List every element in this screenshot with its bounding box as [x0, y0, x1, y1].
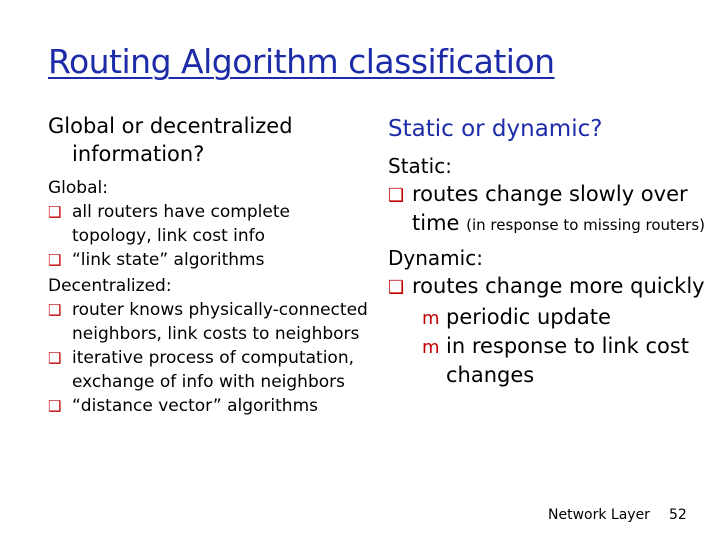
global-label: Global: — [48, 178, 108, 198]
red-square-bullet-icon: ❑ — [48, 203, 62, 221]
global-item — [48, 248, 368, 272]
dynamic-sublist — [388, 303, 708, 390]
red-square-bullet-icon: ❑ — [388, 185, 405, 206]
dynamic-subitem — [422, 303, 708, 332]
decentralized-item — [48, 346, 368, 394]
red-square-bullet-icon: ❑ — [388, 277, 405, 298]
red-m-bullet-icon: m — [422, 308, 440, 329]
decentralized-list — [48, 298, 368, 418]
global-item-text: all routers have complete topology, link cost info — [72, 202, 290, 246]
static-item-text: routes change slowly over time — [412, 182, 688, 235]
left-question — [48, 112, 368, 168]
red-square-bullet-icon: ❑ — [48, 349, 62, 367]
static-list — [388, 180, 708, 240]
right-column — [388, 112, 708, 390]
page-number: 52 — [669, 507, 687, 523]
static-item-note: (in response to missing routers) — [466, 216, 705, 234]
decentralized-item-text: router knows physically-connected neighbors, link costs to neighbors — [72, 300, 368, 344]
red-square-bullet-icon: ❑ — [48, 397, 62, 415]
static-item — [388, 180, 708, 240]
dynamic-subitem-text: periodic update — [446, 305, 611, 329]
static-label: Static: — [388, 154, 452, 178]
dynamic-item — [388, 272, 708, 301]
slide-title: Routing Algorithm classification — [48, 42, 555, 81]
global-list — [48, 200, 368, 272]
decentralized-item — [48, 394, 368, 418]
global-item — [48, 200, 368, 248]
red-square-bullet-icon: ❑ — [48, 301, 62, 319]
decentralized-item — [48, 298, 368, 346]
left-question-line1: Global or decentralized — [48, 114, 293, 138]
decentralized-item-text: iterative process of computation, exchange of info with neighbors — [72, 348, 355, 392]
right-question: Static or dynamic? — [388, 116, 603, 142]
footer-label: Network Layer — [548, 507, 650, 523]
decentralized-label: Decentralized: — [48, 276, 172, 296]
red-square-bullet-icon: ❑ — [48, 251, 62, 269]
red-m-bullet-icon: m — [422, 337, 440, 358]
dynamic-label: Dynamic: — [388, 246, 483, 270]
dynamic-subitem-text: in response to link cost changes — [446, 334, 690, 387]
dynamic-item-text: routes change more quickly — [412, 274, 705, 298]
global-item-text: “link state” algorithms — [72, 250, 265, 270]
decentralized-item-text: “distance vector” algorithms — [72, 396, 318, 416]
left-question-line2: information? — [72, 142, 205, 166]
left-column — [48, 112, 368, 418]
dynamic-subitem — [422, 332, 708, 390]
dynamic-list — [388, 272, 708, 301]
